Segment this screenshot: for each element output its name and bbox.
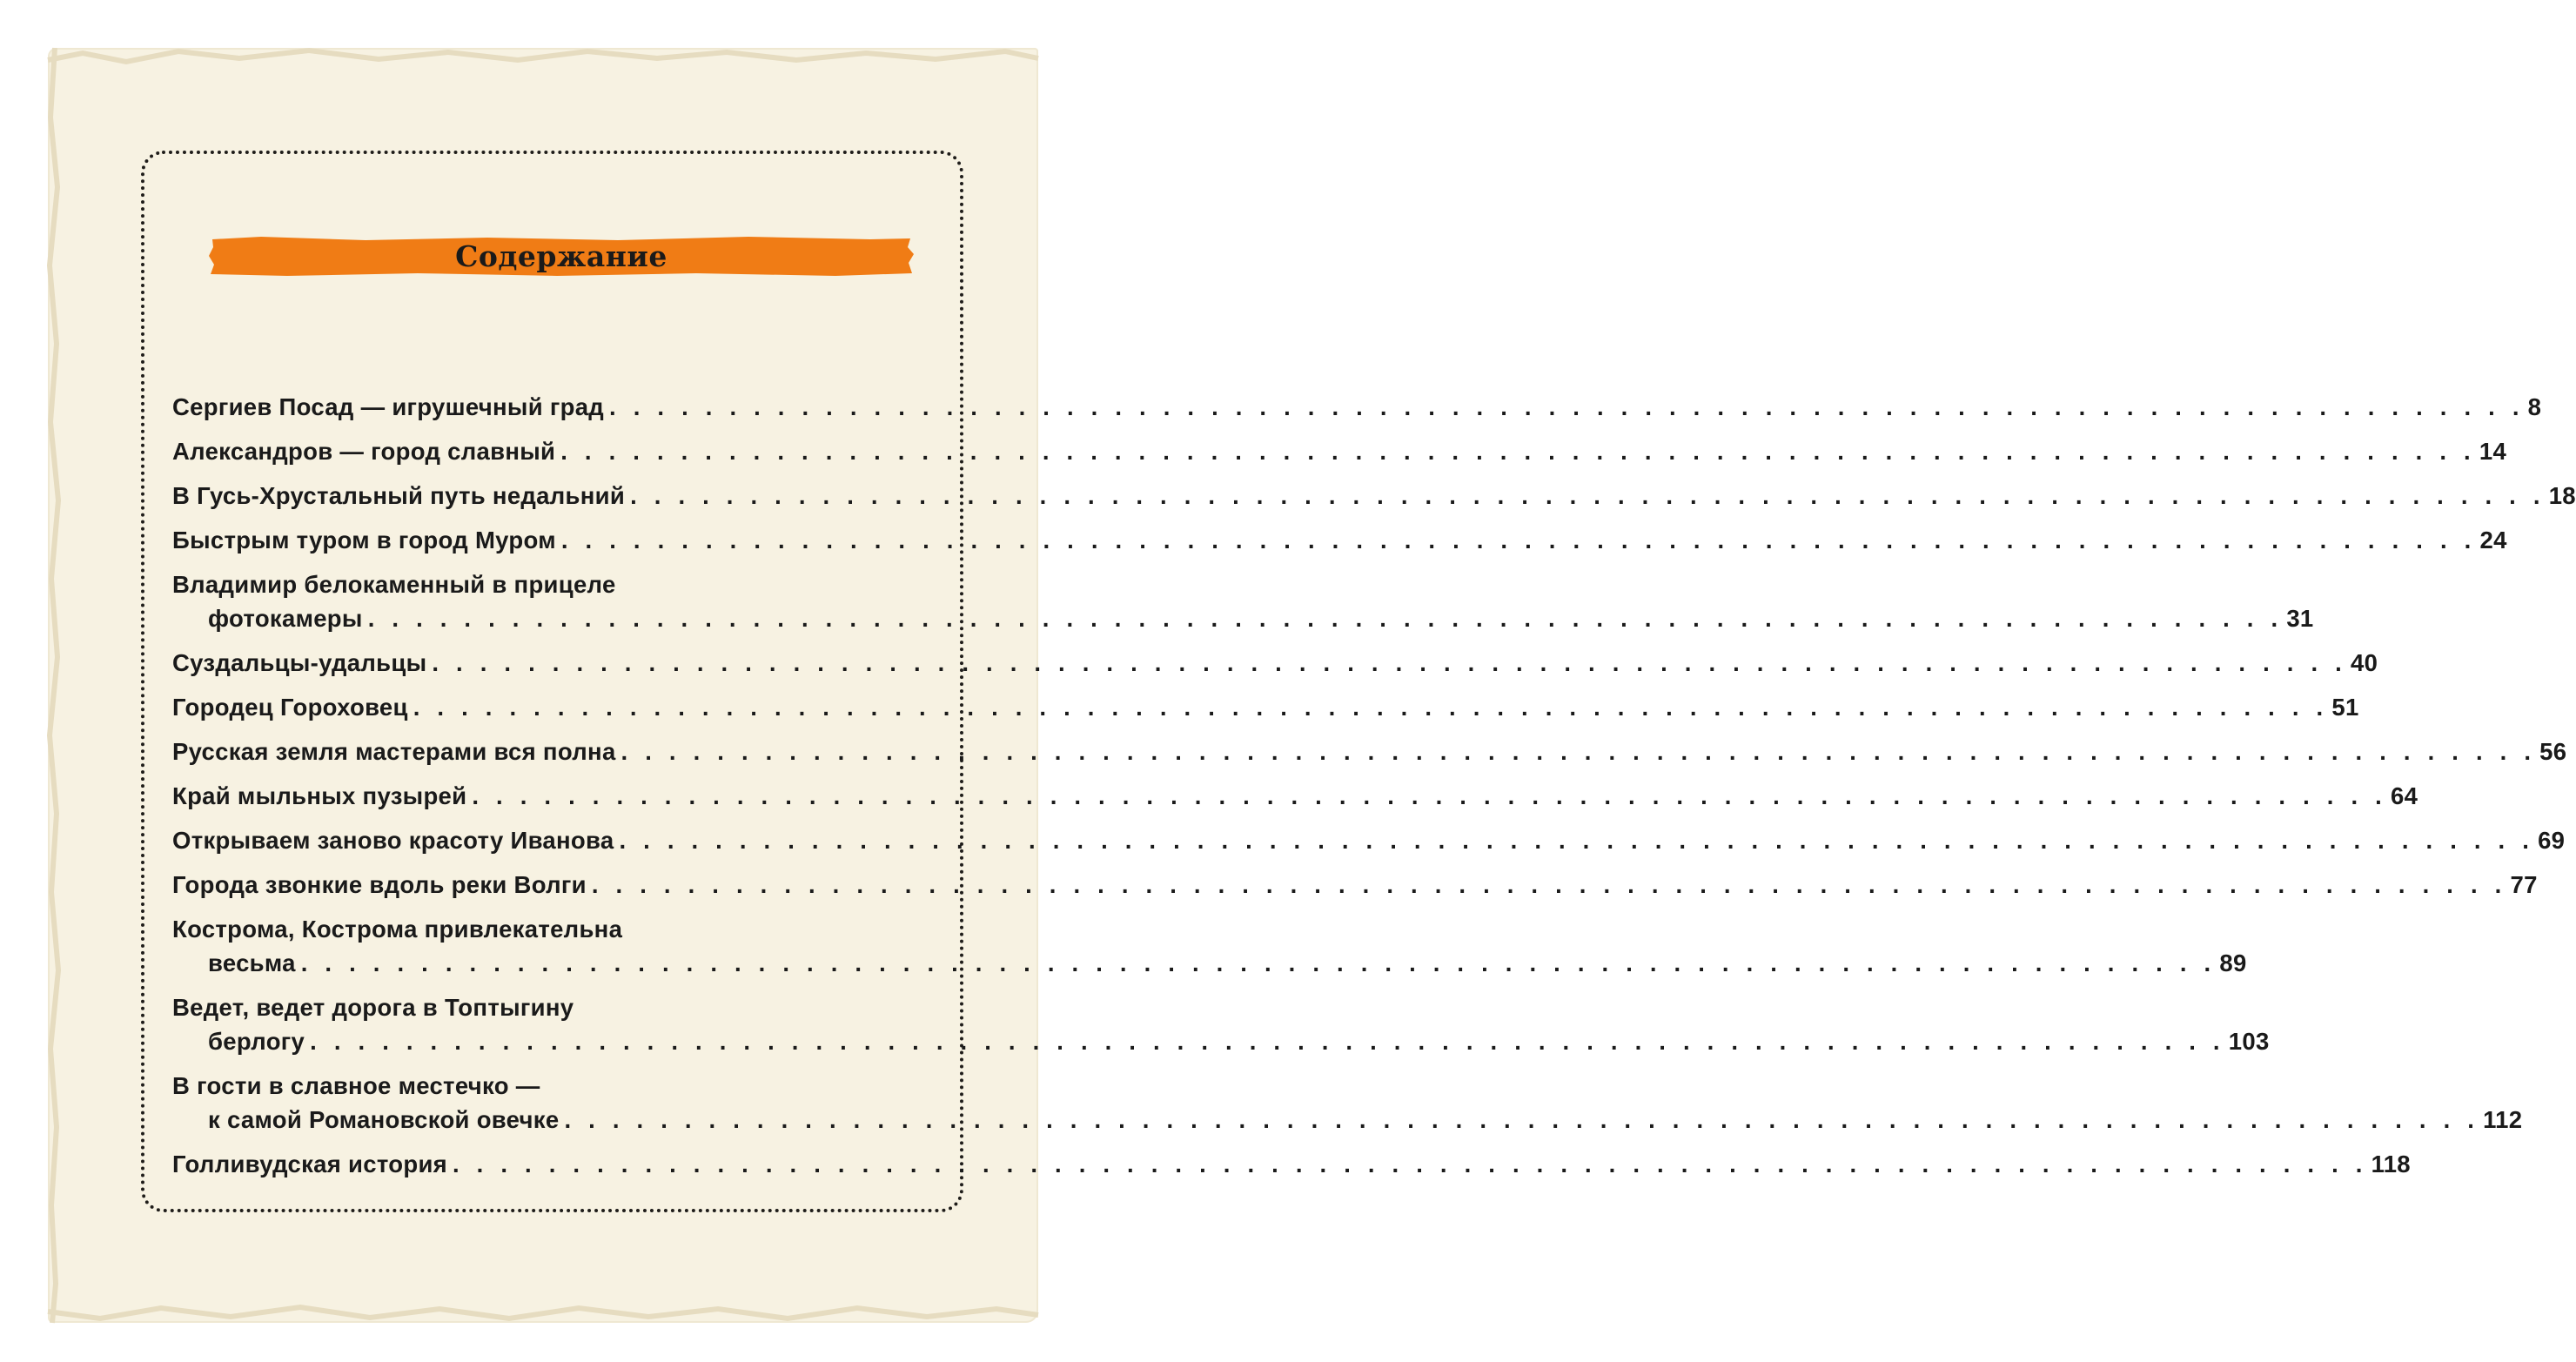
toc-entry[interactable] bbox=[172, 523, 2507, 557]
dot-leader: . . . . . . . . . . . . . . . . . . . . . . . . . . . . . . . . . . . . . . . . . . . . . . . . . . . . . . . . . . . . . . . . . . . . . . . . . . . . . . . . bbox=[591, 871, 2507, 898]
toc-page-number: 56 bbox=[2539, 738, 2567, 765]
toc-entry-line bbox=[172, 779, 2418, 813]
toc-entry-line bbox=[172, 1024, 2270, 1058]
toc-entry-title: Александров — город славный bbox=[172, 438, 556, 465]
toc-page-number: 18 bbox=[2548, 482, 2576, 509]
toc-entry-title: Голливудская история bbox=[172, 1151, 447, 1177]
toc-entry-line bbox=[172, 735, 2567, 768]
dot-leader: . . . . . . . . . . . . . . . . . . . . . . . . . . . . . . . . . . . . . . . . . . . . . . . . . . . . . . . . . . . . . . . . . . . . . . . . . . . . . . . . bbox=[367, 605, 2284, 632]
toc-entry[interactable] bbox=[172, 990, 2270, 1058]
toc-entry-title: Быстрым туром в город Муром bbox=[172, 527, 556, 554]
dot-leader: . . . . . . . . . . . . . . . . . . . . . . . . . . . . . . . . . . . . . . . . . . . . . . . . . . . . . . . . . . . . . . . . . . . . . . . . . . . . . . . . bbox=[621, 738, 2537, 765]
toc-entry[interactable] bbox=[172, 823, 2566, 857]
toc-entry-title: Ведет, ведет дорога в Топтыгину bbox=[172, 994, 574, 1021]
toc-page-number: 112 bbox=[2483, 1106, 2523, 1133]
dot-leader: . . . . . . . . . . . . . . . . . . . . . . . . . . . . . . . . . . . . . . . . . . . . . . . . . . . . . . . . . . . . . . . . . . . . . . . . . . . . . . . . bbox=[630, 482, 2546, 509]
toc-entry[interactable] bbox=[172, 779, 2418, 813]
toc-spacer bbox=[172, 980, 932, 990]
page-title: Содержание bbox=[455, 239, 667, 273]
toc-entry-line bbox=[172, 390, 2542, 424]
toc-page-number: 51 bbox=[2331, 694, 2359, 721]
dot-leader: . . . . . . . . . . . . . . . . . . . . . . . . . . . . . . . . . . . . . . . . . . . . . . . . . . . . . . . . . . . . . . . . . . . . . . . . . . . . . . . . bbox=[560, 438, 2476, 465]
toc-spacer bbox=[172, 724, 932, 735]
toc-entry-line bbox=[172, 690, 2359, 724]
dot-leader: . . . . . . . . . . . . . . . . . . . . . . . . . . . . . . . . . . . . . . . . . . . . . . . . . . . . . . . . . . . . . . . . . . . . . . . . . . . . . . . . bbox=[472, 782, 2387, 809]
toc-entry[interactable] bbox=[172, 868, 2538, 902]
toc-entry[interactable] bbox=[172, 735, 2567, 768]
toc-entry[interactable] bbox=[172, 646, 2378, 680]
toc-spacer bbox=[172, 902, 932, 912]
toc-entry-title: Сергиев Посад — игрушечный град bbox=[172, 393, 605, 420]
toc-entry-title: Открываем заново красоту Иванова bbox=[172, 827, 614, 854]
toc-entry[interactable] bbox=[172, 567, 2314, 635]
toc-entry-title: Владимир белокаменный в прицеле bbox=[172, 571, 616, 598]
dot-leader: . . . . . . . . . . . . . . . . . . . . . . . . . . . . . . . . . . . . . . . . . . . . . . . . . . . . . . . . . . . . . . . . . . . . . . . . . . . . . . . . bbox=[453, 1151, 2368, 1177]
toc-entry-line bbox=[172, 523, 2507, 557]
dot-leader: . . . . . . . . . . . . . . . . . . . . . . . . . . . . . . . . . . . . . . . . . . . . . . . . . . . . . . . . . . . . . . . . . . . . . . . . . . . . . . . . bbox=[432, 649, 2347, 676]
toc-spacer bbox=[172, 813, 932, 823]
toc-page-number: 14 bbox=[2479, 438, 2507, 465]
dot-leader: . . . . . . . . . . . . . . . . . . . . . . . . . . . . . . . . . . . . . . . . . . . . . . . . . . . . . . . . . . . . . . . . . . . . . . . . . . . . . . . . bbox=[413, 694, 2329, 721]
toc-entry[interactable] bbox=[172, 479, 2576, 513]
toc-entry-title: В Гусь-Хрустальный путь недальний bbox=[172, 482, 626, 509]
toc-spacer bbox=[172, 1137, 932, 1147]
dot-leader: . . . . . . . . . . . . . . . . . . . . . . . . . . . . . . . . . . . . . . . . . . . . . . . . . . . . . . . . . . . . . . . . . . . . . . . . . . . . . . . . bbox=[310, 1028, 2225, 1055]
toc-entry-line bbox=[172, 868, 2538, 902]
toc-page-number: 77 bbox=[2510, 871, 2538, 898]
toc-entry-title: Города звонкие вдоль реки Волги bbox=[172, 871, 587, 898]
table-of-contents bbox=[172, 390, 2576, 1181]
toc-page-number: 31 bbox=[2286, 605, 2314, 632]
dot-leader: . . . . . . . . . . . . . . . . . . . . . . . . . . . . . . . . . . . . . . . . . . . . . . . . . . . . . . . . . . . . . . . . . . . . . . . . . . . . . . . . bbox=[619, 827, 2535, 854]
toc-entry[interactable] bbox=[172, 390, 2542, 424]
toc-entry-line bbox=[172, 434, 2507, 468]
toc-page-number: 24 bbox=[2479, 527, 2507, 554]
toc-entry[interactable] bbox=[172, 690, 2359, 724]
toc-entry-line bbox=[172, 646, 2378, 680]
toc-spacer bbox=[172, 557, 932, 567]
toc-entry-line bbox=[172, 1103, 2523, 1137]
toc-entry-title: Городец Гороховец bbox=[172, 694, 408, 721]
toc-entry-title: Кострома, Кострома привлекательна bbox=[172, 916, 623, 943]
toc-page-number: 69 bbox=[2538, 827, 2566, 854]
toc-entry[interactable] bbox=[172, 1147, 2411, 1181]
dot-leader: . . . . . . . . . . . . . . . . . . . . . . . . . . . . . . . . . . . . . . . . . . . . . . . . . . . . . . . . . . . . . . . . . . . . . . . . . . . . . . . . bbox=[560, 527, 2477, 554]
toc-spacer bbox=[172, 468, 932, 479]
dot-leader: . . . . . . . . . . . . . . . . . . . . . . . . . . . . . . . . . . . . . . . . . . . . . . . . . . . . . . . . . . . . . . . . . . . . . . . . . . . . . . . . bbox=[300, 949, 2217, 976]
toc-entry-title: Край мыльных пузырей bbox=[172, 782, 467, 809]
toc-page-number: 89 bbox=[2219, 949, 2247, 976]
toc-entry-line bbox=[172, 479, 2576, 513]
toc-spacer bbox=[172, 768, 932, 779]
toc-entry-line bbox=[172, 823, 2566, 857]
toc-entry-title-continued: берлогу bbox=[208, 1028, 305, 1055]
toc-spacer bbox=[172, 424, 932, 434]
toc-page-number: 103 bbox=[2228, 1028, 2270, 1055]
toc-entry-line bbox=[172, 1147, 2411, 1181]
toc-entry[interactable] bbox=[172, 434, 2507, 468]
toc-page-number: 40 bbox=[2350, 649, 2378, 676]
dot-leader: . . . . . . . . . . . . . . . . . . . . . . . . . . . . . . . . . . . . . . . . . . . . . . . . . . . . . . . . . . . . . . . . . . . . . . . . . . . . . . . . bbox=[564, 1106, 2480, 1133]
toc-spacer bbox=[172, 635, 932, 646]
toc-entry[interactable] bbox=[172, 1069, 2523, 1137]
toc-entry-title: Суздальцы-удальцы bbox=[172, 649, 427, 676]
title-banner bbox=[209, 237, 914, 276]
toc-entry-line bbox=[172, 946, 2247, 980]
toc-page-number: 8 bbox=[2527, 393, 2542, 420]
toc-spacer bbox=[172, 513, 932, 523]
toc-entry-title-continued: фотокамеры bbox=[208, 605, 363, 632]
toc-entry-line bbox=[172, 601, 2314, 635]
toc-spacer bbox=[172, 680, 932, 690]
toc-entry[interactable] bbox=[172, 912, 2247, 980]
toc-spacer bbox=[172, 1058, 932, 1069]
toc-page-number: 118 bbox=[2371, 1151, 2411, 1177]
toc-entry-title: Русская земля мастерами вся полна bbox=[172, 738, 616, 765]
toc-entry-title: В гости в славное местечко — bbox=[172, 1072, 540, 1099]
toc-entry-title-continued: к самой Романовской овечке bbox=[208, 1106, 560, 1133]
toc-entry-title-continued: весьма bbox=[208, 949, 296, 976]
toc-spacer bbox=[172, 857, 932, 868]
toc-page-number: 64 bbox=[2390, 782, 2418, 809]
dot-leader: . . . . . . . . . . . . . . . . . . . . . . . . . . . . . . . . . . . . . . . . . . . . . . . . . . . . . . . . . . . . . . . . . . . . . . . . . . . . . . . . bbox=[609, 393, 2525, 420]
